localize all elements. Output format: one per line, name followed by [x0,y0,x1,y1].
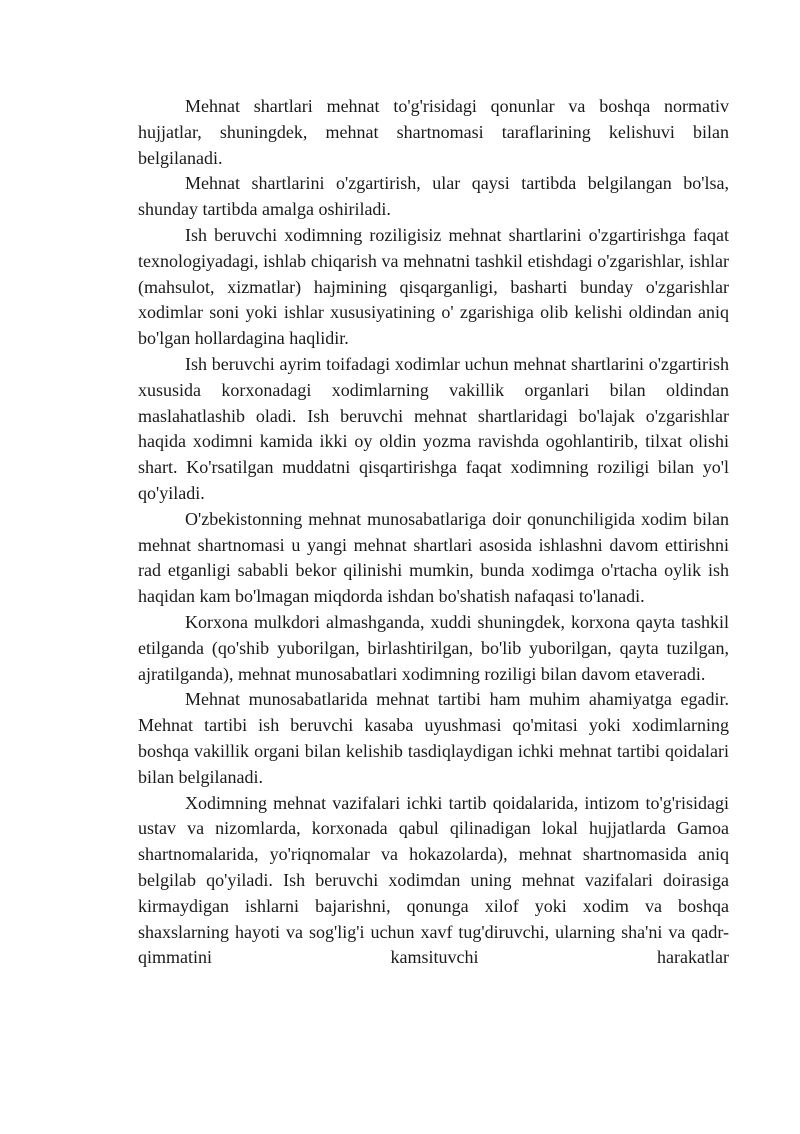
paragraph-labor-conditions-definition: Mehnat shartlari mehnat to'g'risidagi qonunlar va boshqa normativ hujjatlar, shuningdek, mehnat shartnomasi taraflarining kelishuvi bilan belgilanadi. [138,96,729,168]
paragraph-consultation-and-notice: Ish beruvchi ayrim toifadagi xodimlar uchun mehnat shartlarini o'zgartirish xususida korxonadagi xodimlarning vakillik organlari bilan oldindan maslahatlashib oladi. Ish beruvchi mehnat shartlaridagi bo'lajak o'zgarishlar haqida xodimni kamida ikki oy oldin yozma ravishda ogohlantirib, tilxat olishi shart. Ko'rsatilgan muddatni qisqartirishga faqat xodimning roziligi bilan yo'l qo'yiladi. [138,353,729,503]
paragraph-owner-change: Korxona mulkdori almashganda, xuddi shuningdek, korxona qayta tashkil etilganda (qo'shib yuborilgan, birlashtirilgan, bo'lib yuborilgan, qayta tuzilgan, ajratilganda), mehnat munosabatlari xodimning roziligi bilan davom etaveradi. [138,611,729,684]
document-page [138,94,729,971]
paragraph-changing-conditions: Mehnat shartlarini o'zgartirish, ular qaysi tartibda belgilangan bo'lsa, shunday tartibda amalga oshiriladi. [138,173,729,220]
paragraph-employer-without-consent: Ish beruvchi xodimning roziligisiz mehnat shartlarini o'zgartirishga faqat texnologiyadagi, ishlab chiqarish va mehnatni tashkil etishdagi o'zgarishlar, ishlar (mahsulot, xizmatlar) hajmining qisqarganligi, basharti bunday o'zgarishlar xodimlar soni yoki ishlar xususiyatining o' zgarishiga olib kelishi oldindan aniq bo'lgan hollardagina haqlidir. [138,224,729,349]
paragraph-contract-termination: O'zbekistonning mehnat munosabatlariga doir qonunchiligida xodim bilan mehnat shartnomasi u yangi mehnat shartlari asosida ishlashni davom ettirishni rad etganligi sababli bekor qilinishi mumkin, bunda xodimga o'rtacha oylik ish haqidan kam bo'lmagan miqdorda ishdan bo'shatish nafaqasi to'lanadi. [138,508,729,607]
paragraph-employee-duties: Xodimning mehnat vazifalari ichki tartib qoidalarida, intizom to'g'risidagi ustav va nizomlarda, korxonada qabul qilinadigan lokal hujjatlarda Gamoa shartnomalarida, yo'riqnomalar va hokazolarda), mehnat shartnomasida aniq belgilab qo'yiladi. Ish beruvchi xodimdan uning mehnat vazifalari doirasiga kirmaydigan ishlarni bajarishni, qonunga xilof yoki xodim va boshqa shaxslarning hayoti va sog'lig'i uchun xavf tug'diruvchi, ularning sha'ni va qadr-qimmatini kamsituvchi harakatlar [138,792,729,968]
paragraph-labor-discipline: Mehnat munosabatlarida mehnat tartibi ham muhim ahamiyatga egadir. Mehnat tartibi ish beruvchi kasaba uyushmasi qo'mitasi yoki xodimlarning boshqa vakillik organi bilan kelishib tasdiqlaydigan ichki mehnat tartibi qoidalari bilan belgilanadi. [138,689,729,787]
